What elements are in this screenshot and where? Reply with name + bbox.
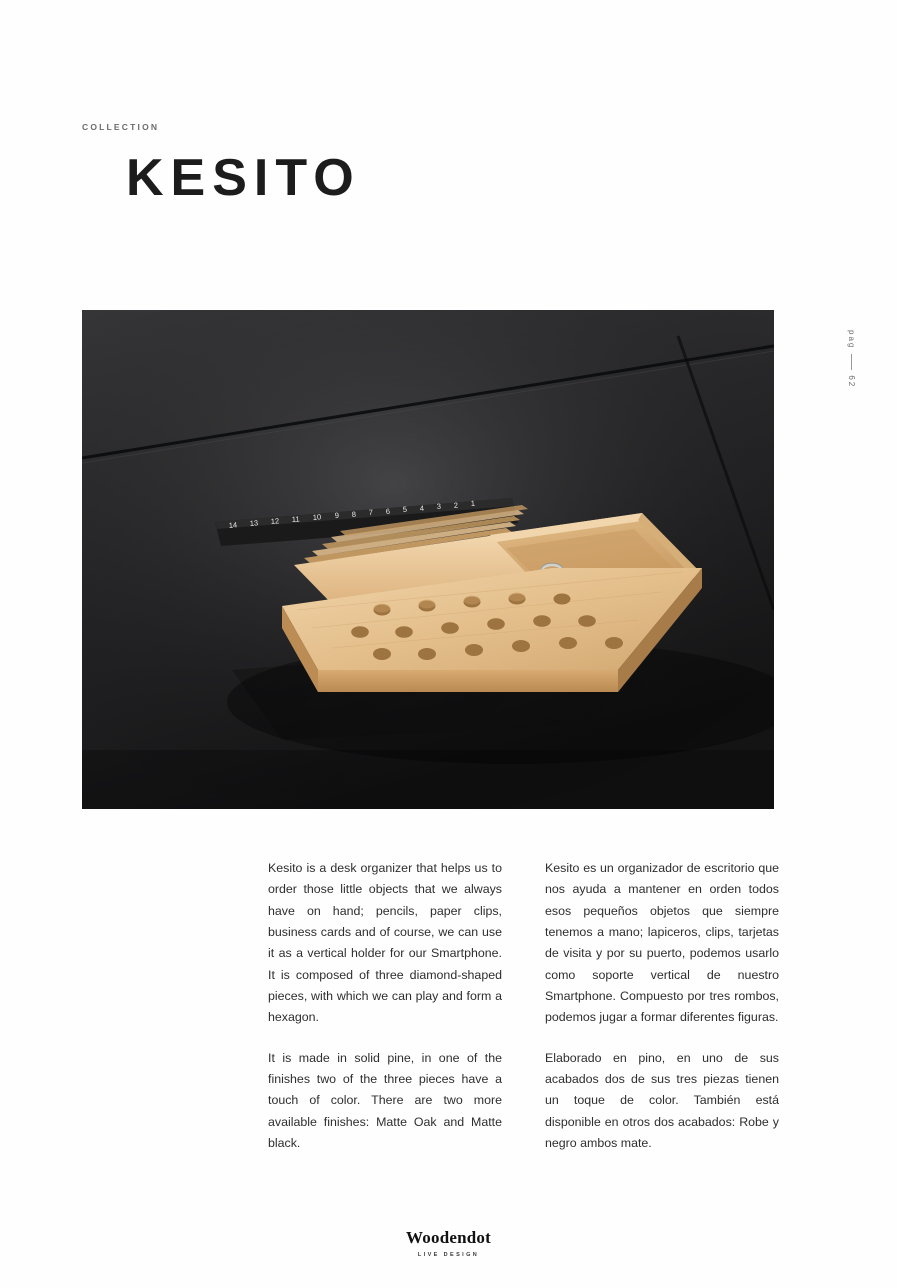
svg-text:12: 12 [270,516,280,526]
svg-text:13: 13 [249,518,259,528]
page-title: KESITO [126,149,361,207]
svg-text:6: 6 [385,506,391,516]
page-number-marker [847,330,856,450]
paragraph-en-1: Kesito is a desk organizer that helps us to order those little objects that we always have on hand; pencils, paper clips, business cards and of course, we can use it as a vertical holder for our Smartphone. It is composed of three diamond-shaped pieces, with which we can play and form a hexagon. [268,861,502,1025]
brand-tagline: LIVE DESIGN [417,1252,480,1258]
svg-text:5: 5 [402,504,408,514]
page-number-prefix: pag [847,330,856,350]
body-text-spanish [545,858,779,1154]
collection-label: COLLECTION [82,122,160,132]
svg-text:1: 1 [470,498,476,508]
svg-text:3: 3 [436,501,442,511]
svg-text:10: 10 [312,512,322,522]
product-photo-graphic [82,310,774,809]
paragraph-es-2: Elaborado en pino, en uno de sus acabados dos de sus tres piezas tienen un toque de color. También está disponible en otros dos acabados: Robe y negro ambos mate. [545,1050,779,1150]
svg-text:8: 8 [351,509,357,519]
svg-text:11: 11 [291,514,300,524]
page-number-value: 62 [847,375,856,389]
page-number-dash [851,354,852,370]
paragraph-en-2: It is made in solid pine, in one of the finishes two of the three pieces have a touch of color. There are two more available finishes: Matte Oak and Matte black. [268,1050,502,1150]
body-text-english [268,858,502,1154]
svg-text:2: 2 [453,500,459,510]
product-photo [82,310,774,809]
svg-text:14: 14 [228,520,238,530]
paragraph-es-1: Kesito es un organizador de escritorio que nos ayuda a mantener en orden todos esos pequeños objetos que siempre tenemos a mano; lapiceros, clips, tarjetas de visita y por su puerto, podemos usarlo como soporte vertical de nuestro Smartphone. Compuesto por tres rombos, podemos jugar a formar diferentes figuras. [545,861,779,1025]
brand-logo: Woodendot [406,1228,491,1247]
svg-text:9: 9 [334,510,340,520]
page-footer [0,1228,897,1258]
svg-text:4: 4 [419,503,425,513]
svg-text:7: 7 [368,507,374,517]
